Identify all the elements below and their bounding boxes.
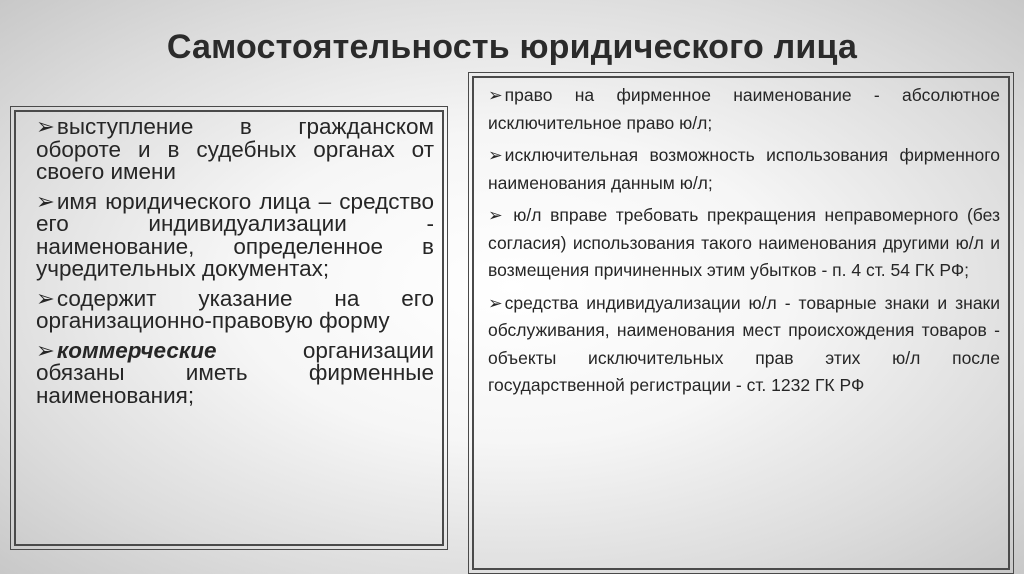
arrow-bullet-icon: ➢ bbox=[488, 85, 503, 105]
list-item bbox=[488, 290, 1000, 400]
list-item bbox=[36, 188, 434, 281]
right-content-box bbox=[472, 76, 1010, 570]
list-item-text: средства индивидуализации ю/л - товарные знаки и знаки обслуживания, наименования мест происхождения товаров - объекты исключительных прав этих ю/л после государственной регистрации - ст. 1232 ГК РФ bbox=[488, 292, 1000, 395]
list-item bbox=[488, 142, 1000, 197]
list-item bbox=[488, 202, 1000, 285]
arrow-bullet-icon: ➢ bbox=[488, 205, 503, 225]
list-item bbox=[488, 82, 1000, 137]
list-item bbox=[36, 116, 434, 184]
list-item-text: исключительная возможность использования фирменного наименования данным ю/л; bbox=[488, 145, 1000, 193]
emphasized-word: коммерческие bbox=[56, 337, 217, 363]
arrow-bullet-icon: ➢ bbox=[36, 188, 55, 214]
arrow-bullet-icon: ➢ bbox=[36, 285, 55, 311]
slide-title: Самостоятельность юридического лица bbox=[166, 28, 858, 66]
list-item bbox=[36, 285, 434, 333]
left-bullet-list bbox=[16, 112, 442, 407]
list-item-text: имя юридического лица – средство его индивидуализации - наименование, определенное в учредительных документах; bbox=[36, 188, 434, 281]
list-item-text: содержит указание на его организационно-правовую форму bbox=[36, 285, 434, 333]
list-item-text: ю/л вправе требовать прекращения неправомерного (без согласия) использования такого наименования другими ю/л и возмещения причиненных этим убытков - п. 4 ст. 54 ГК РФ; bbox=[488, 205, 1000, 280]
arrow-bullet-icon: ➢ bbox=[488, 292, 503, 313]
list-item-text: организации обязаны иметь фирменные наименования; bbox=[36, 337, 434, 408]
right-bullet-list bbox=[474, 78, 1008, 400]
list-item-text: право на фирменное наименование - абсолютное исключительное право ю/л; bbox=[488, 85, 1000, 133]
left-content-box bbox=[14, 110, 444, 546]
arrow-bullet-icon: ➢ bbox=[488, 145, 503, 165]
arrow-bullet-icon: ➢ bbox=[36, 337, 55, 363]
arrow-bullet-icon: ➢ bbox=[36, 114, 55, 139]
list-item bbox=[36, 337, 434, 408]
list-item-text: выступление в гражданском обороте и в судебных органах от своего имени bbox=[36, 114, 434, 184]
